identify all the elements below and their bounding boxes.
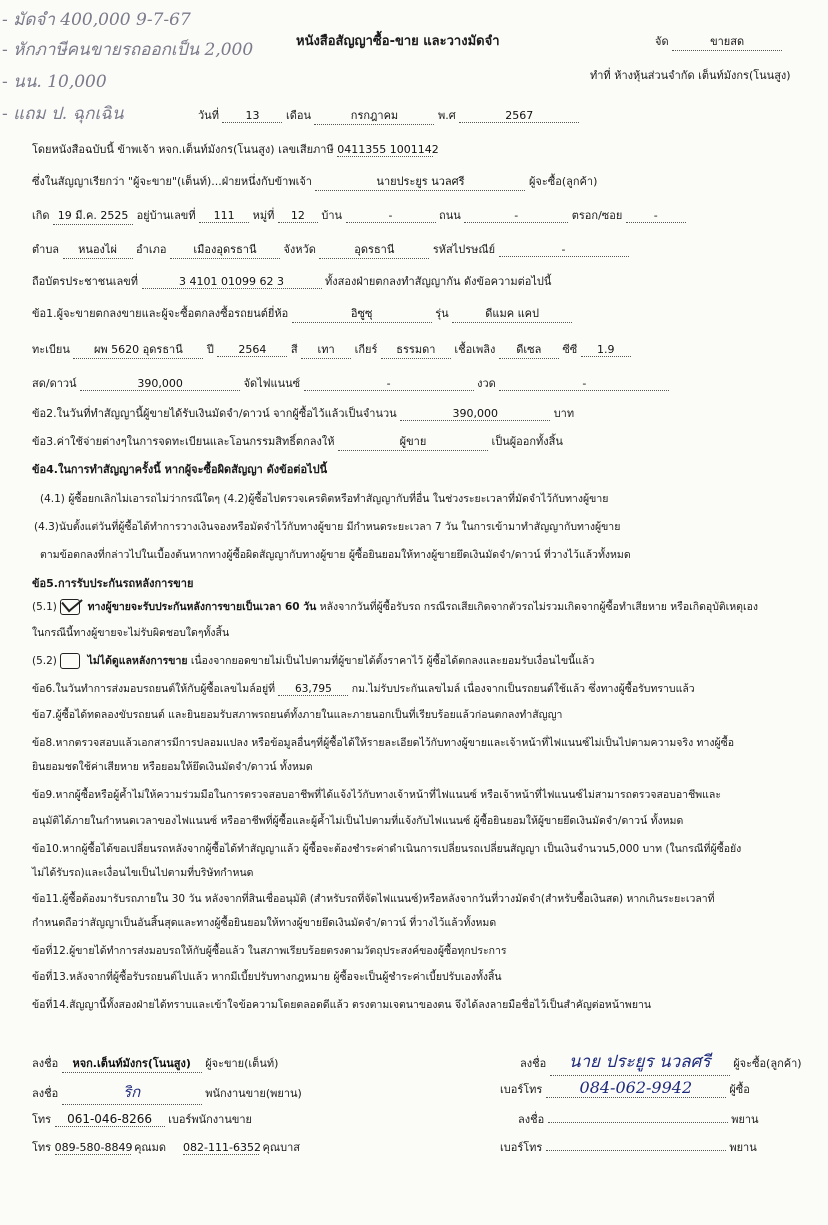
witness-phone-label: เบอร์โทร bbox=[500, 1141, 543, 1154]
car-reg: ผพ 5620 อุดรธานี bbox=[73, 340, 203, 359]
car-year-label: ปี bbox=[206, 343, 214, 356]
fuel-label: เชื้อเพลิง bbox=[454, 343, 496, 356]
finance-label: จัดไฟแนนซ์ bbox=[243, 377, 301, 390]
clause-3-tail: เป็นผู้ออกทั้งสิ้น bbox=[491, 435, 563, 448]
staff-phone-line bbox=[32, 1110, 252, 1128]
buyer-phone: 084-062-9942 bbox=[546, 1078, 726, 1098]
seller-called: ซึ่งในสัญญาเรียกว่า "ผู้จะขาย"(เต็นท์)...ฝ่ายหนึ่งกับข้าพเจ้า bbox=[32, 175, 312, 188]
date-line bbox=[198, 106, 579, 125]
id-card-line bbox=[32, 272, 551, 290]
buyer-signature-line bbox=[520, 1048, 802, 1076]
day-label: วันที่ bbox=[198, 109, 219, 122]
seller-name: หจก.เต็นท์มังกร(โนนสูง) bbox=[62, 1054, 202, 1073]
clause-7: ข้อ7.ผู้ซื้อได้ทดลองขับรถยนต์ และยินยอมรับสภาพรถยนต์ทั้งภายในและภายนอกเป็นที่เรียบร้อยแล้วก่อนตกลงทำสัญญา bbox=[32, 709, 563, 721]
contact-phone-1: 089-580-8849 bbox=[54, 1141, 133, 1154]
clause-4-line-3: ตามข้อตกลงที่กล่าวไปในเบื้องต้นหากทางผู้ซื้อผิดสัญญากับทางผู้ขาย ผู้ซื้อยินยอมให้ทางผู้ขายยึดเงินมัดจำ/ดาวน์ ที่วางไว้แล้วทั้งหมด bbox=[40, 549, 631, 561]
month-label: เดือน bbox=[285, 109, 311, 122]
postal-value: - bbox=[499, 243, 629, 257]
clause-4-line-1: (4.1) ผู้ซื้อยกเลิกไม่เอารถไม่ว่ากรณีใดๆ (4.2)ผู้ซื้อไปตรวจเครดิตหรือทำสัญญากับที่อื่น ในช่วงระยะเวลาที่มัดจำไว้กับทางผู้ขาย bbox=[40, 493, 609, 505]
buyer-phone-label: เบอร์โทร bbox=[500, 1083, 543, 1096]
tambon-value: หนองไผ่ bbox=[63, 240, 133, 259]
clause-5-heading: ข้อ5.การรับประกันรถหลังการขาย bbox=[32, 577, 194, 590]
buyer-sign-label: ลงชื่อ bbox=[520, 1057, 547, 1070]
deposit-amount: 390,000 bbox=[400, 407, 550, 421]
model-label: รุ่น bbox=[435, 307, 449, 320]
staff-role: พนักงานขาย(พยาน) bbox=[205, 1087, 302, 1100]
clause-8-line-1: ข้อ8.หากตรวจสอบแล้วเอกสารมีการปลอมแปลง หรือข้อมูลอื่นๆที่ผู้ซื้อได้ให้รายละเอียดไว้กับทางผู้ขายและเจ้าหน้าที่ไฟแนนซ์ไม่เป็นไปตามความจริง ทางผู้ซื้อ bbox=[32, 737, 735, 749]
handwritten-note-3: - นน. 10,000 bbox=[2, 72, 107, 92]
color-label: สี bbox=[290, 343, 298, 356]
sale-type-label: จัด bbox=[655, 35, 669, 48]
village-label: บ้าน bbox=[321, 209, 343, 222]
option-1-line-2: ในกรณีนี้ทางผู้ขายจะไม่รับผิดชอบใดๆทั้งสิ้น bbox=[32, 627, 230, 639]
clause-10-line-1: ข้อ10.หากผู้ซื้อได้ขอเปลี่ยนรถหลังจากผู้ซื้อได้ทำสัญญาแล้ว ผู้ซื้อจะต้องชำระค่าดำเนินการเปลี่ยนรถเปลี่ยนสัญญา เป็นเงินจำนวน5,000 บาท (ในกรณีที่ผู้ซื้อยัง bbox=[32, 843, 742, 855]
house-value: 111 bbox=[199, 209, 249, 223]
option-1-checkbox[interactable] bbox=[60, 599, 80, 615]
warranty-option-1 bbox=[32, 598, 758, 615]
intro-line bbox=[32, 140, 439, 158]
clause-1-line-1 bbox=[32, 304, 572, 323]
clause-13: ข้อที่13.หลังจากที่ผู้ซื้อรับรถยนต์ไปแล้ว หากมีเบี้ยปรับทางกฎหมาย ผู้ซื้อจะเป็นผู้ชำระค่าเบี้ยปรับเองทั้งสิ้น bbox=[32, 971, 502, 983]
clause-10-line-2: ไม่ได้รับรถ)และเงื่อนไขเป็นไปตามที่บริษัทกำหนด bbox=[32, 867, 254, 879]
buyer-signature: นาย ประยูร นวลศรี bbox=[550, 1048, 730, 1076]
clause-9-line-1: ข้อ9.หากผู้ซื้อหรือผู้ค้ำไม่ให้ความร่วมมือในการตรวจสอบอาชีพที่ได้แจ้งไว้กับทางเจ้าหน้าที่ไฟแนนซ์ หรือเจ้าหน้าที่ไฟแนนซ์ไม่สามารถตรวจสอบอาชีพและ bbox=[32, 789, 721, 801]
seller-signature-line bbox=[32, 1054, 278, 1073]
moo-value: 12 bbox=[278, 209, 318, 223]
clause-11-line-2: กำหนดถือว่าสัญญาเป็นอันสิ้นสุดและทางผู้ซื้อยินยอมให้ทางผู้ขายยึดเงินมัดจำ/ดาวน์ ที่วางไว้แล้วทั้งหมด bbox=[32, 917, 497, 929]
id-card-tail: ทั้งสองฝ่ายตกลงทำสัญญากัน ดังข้อความต่อไปนี้ bbox=[325, 275, 552, 288]
handwritten-note-4: - แถม ป. ฉุกเฉิน bbox=[2, 104, 124, 124]
place-value: ห้างหุ้นส่วนจำกัด เต็นท์มังกร(โนนสูง) bbox=[614, 69, 791, 82]
mileage-value: 63,795 bbox=[278, 683, 348, 696]
fee-payer: ผู้ขาย bbox=[338, 432, 488, 451]
place-label: ทำที่ bbox=[590, 69, 611, 82]
clause-2-text: ข้อ2.ในวันที่ทำสัญญานี้ผู้ขายได้รับเงินมัดจำ/ดาวน์ จากผู้ซื้อไว้แล้วเป็นจำนวน bbox=[32, 407, 397, 420]
option-2-checkbox[interactable] bbox=[60, 653, 80, 669]
contact-name-1: คุณมด bbox=[134, 1141, 167, 1154]
option-2-number: (5.2) bbox=[32, 655, 57, 667]
option-1-number: (5.1) bbox=[32, 601, 57, 613]
clause-4-heading: ข้อ4.ในการทำสัญญาครั้งนี้ หากผู้จะซื้อผิดสัญญา ดังข้อต่อไปนี้ bbox=[32, 463, 328, 476]
intro-text: โดยหนังสือฉบับนี้ ข้าพเจ้า หจก.เต็นท์มังกร(โนนสูง) เลขเสียภาษี bbox=[32, 143, 334, 156]
period-label: งวด bbox=[477, 377, 496, 390]
id-card-label: ถือบัตรประชาชนเลขที่ bbox=[32, 275, 138, 288]
car-price: 390,000 bbox=[80, 377, 240, 391]
day-value: 13 bbox=[222, 109, 282, 123]
clause-6-text: ข้อ6.ในวันทำการส่งมอบรถยนต์ให้กับผู้ซื้อเลขไมล์อยู่ที่ bbox=[32, 683, 276, 695]
car-model: ดีแมค แคป bbox=[452, 304, 572, 323]
clause-1-line-3 bbox=[32, 374, 669, 392]
sale-type bbox=[655, 32, 782, 51]
gear-label: เกียร์ bbox=[354, 343, 378, 356]
buyer-sign-role: ผู้จะซื้อ(ลูกค้า) bbox=[733, 1057, 802, 1070]
finance-value: - bbox=[304, 377, 474, 391]
house-label: อยู่บ้านเลขที่ bbox=[136, 209, 196, 222]
deposit-unit: บาท bbox=[553, 407, 575, 420]
witness-sign-label: ลงชื่อ bbox=[518, 1113, 545, 1126]
village-value: - bbox=[346, 209, 436, 223]
clause-14: ข้อที่14.สัญญานี้ทั้งสองฝ่ายได้ทราบและเข้าใจข้อความโดยตลอดดีแล้ว ตรงตามเจตนาของตน จึงได้ลงลายมือชื่อไว้เป็นสำคัญต่อหน้าพยาน bbox=[32, 999, 652, 1011]
amphoe-value: เมืองอุดรธานี bbox=[170, 240, 280, 259]
cc-label: ซีซี bbox=[562, 343, 578, 356]
place-line bbox=[590, 66, 791, 84]
road-label: ถนน bbox=[439, 209, 461, 222]
clause-3-line bbox=[32, 432, 563, 451]
buyer-phone-line bbox=[500, 1078, 750, 1098]
year-value: 2567 bbox=[459, 109, 579, 123]
staff-signature-line bbox=[32, 1080, 302, 1105]
document-title: หนังสือสัญญาซื้อ-ขาย และวางมัดจำ bbox=[296, 34, 500, 49]
handwritten-note-2: - หักภาษีคนขายรถออกเป็น 2,000 bbox=[2, 40, 254, 60]
id-card-value: 3 4101 01099 62 3 bbox=[142, 275, 322, 289]
clause-2-line bbox=[32, 404, 574, 422]
reg-label: ทะเบียน bbox=[32, 343, 70, 356]
car-fuel: ดีเซล bbox=[499, 340, 559, 359]
clause-1-text: ข้อ1.ผู้จะขายตกลงขายและผู้จะซื้อตกลงซื้อรถยนต์ยี่ห้อ bbox=[32, 307, 289, 320]
amphoe-label: อำเภอ bbox=[136, 243, 167, 256]
address-line-2 bbox=[32, 240, 629, 259]
staff-phone: 061-046-8266 bbox=[55, 1112, 165, 1127]
car-gear: ธรรมดา bbox=[381, 340, 451, 359]
postal-label: รหัสไปรษณีย์ bbox=[432, 243, 496, 256]
born-value: 19 มี.ค. 2525 bbox=[53, 206, 133, 225]
clause-12: ข้อที่12.ผู้ขายได้ทำการส่งมอบรถให้กับผู้ซื้อแล้ว ในสภาพเรียบร้อยตรงตามวัตถุประสงค์ของผู้ซื้อทุกประการ bbox=[32, 945, 507, 957]
option-1-rest: หลังจากวันที่ผู้ซื้อรับรถ กรณีรถเสียเกิดจากตัวรถไม่รวมเกิดจากผู้ซื้อทำเสียหาย หรือเกิดอุบัติเหตุเอง bbox=[319, 601, 759, 613]
clause-9-line-2: อนุมัติได้ภายในกำหนดเวลาของไฟแนนซ์ หรืออาชีพที่ผู้ซื้อและผู้ค้ำไม่เป็นไปตามที่แจ้งกับไฟแนนซ์ ผู้ซื้อยินยอมให้ผู้ขายยึดเงินมัดจำ/ดาวน์ ทั้งหมด bbox=[32, 815, 684, 827]
checkmark-icon bbox=[61, 592, 83, 613]
clause-1-line-2 bbox=[32, 340, 631, 359]
tax-id: 0411355 1001142 bbox=[337, 143, 439, 156]
price-label: สด/ดาวน์ bbox=[32, 377, 77, 390]
contact-name-2: คุณบาส bbox=[262, 1141, 300, 1154]
option-2-bold: ไม่ได้ดูแลหลังการขาย bbox=[87, 655, 188, 667]
clause-4-line-2: (4.3)นับตั้งแต่วันที่ผู้ซื้อได้ทำการวางเงินจองหรือมัดจำไว้กับทางผู้ขาย มีกำหนดระยะเวลา 7 วัน ในการเข้ามาทำสัญญากับทางผู้ขาย bbox=[34, 521, 621, 533]
parties-line bbox=[32, 172, 597, 191]
car-brand: อิซูซุ bbox=[292, 304, 432, 323]
year-label: พ.ศ bbox=[437, 109, 456, 122]
car-cc: 1.9 bbox=[581, 343, 631, 357]
clause-11-line-1: ข้อ11.ผู้ซื้อต้องมารับรถภายใน 30 วัน หลังจากที่สินเชื่ออนุมัติ (สำหรับรถที่จัดไฟแนนซ์)หรือหลังจากวันที่วางมัดจำ(สำหรับซื้อเงินสด) หากเกินระยะเวลาที่ bbox=[32, 893, 715, 905]
witness-phone-role: พยาน bbox=[729, 1141, 757, 1154]
clause-3-text: ข้อ3.ค่าใช้จ่ายต่างๆในการจดทะเบียนและโอนกรรมสิทธิ์ตกลงให้ bbox=[32, 435, 335, 448]
province-label: จังหวัด bbox=[283, 243, 316, 256]
month-value: กรกฎาคม bbox=[314, 106, 434, 125]
witness-signature-line bbox=[518, 1110, 759, 1128]
tambon-label: ตำบล bbox=[32, 243, 60, 256]
witness-signature-blank bbox=[548, 1122, 728, 1123]
born-label: เกิด bbox=[32, 209, 50, 222]
contact-phones-line bbox=[32, 1138, 300, 1156]
clause-6-line bbox=[32, 680, 695, 697]
buyer-role: ผู้จะซื้อ(ลูกค้า) bbox=[528, 175, 598, 188]
sale-type-value: ขายสด bbox=[672, 32, 782, 51]
soi-label: ตรอก/ซอย bbox=[571, 209, 623, 222]
address-line-1 bbox=[32, 206, 686, 225]
option-1-bold: ทางผู้ขายจะรับประกันหลังการขายเป็นเวลา 60 วัน bbox=[87, 601, 317, 613]
handwritten-note-1: - มัดจำ 400,000 9-7-67 bbox=[2, 10, 191, 30]
seller-sign-label: ลงชื่อ bbox=[32, 1057, 59, 1070]
car-color: เทา bbox=[301, 340, 351, 359]
road-value: - bbox=[464, 209, 568, 223]
witness-role: พยาน bbox=[731, 1113, 759, 1126]
clause-6-tail: กม.ไม่รับประกันเลขไมล์ เนื่องจากเป็นรถยนต์ใช้แล้ว ซึ่งทางผู้ซื้อรับทราบแล้ว bbox=[351, 683, 695, 695]
warranty-option-2 bbox=[32, 652, 594, 669]
staff-phone-role: เบอร์พนักงานขาย bbox=[168, 1113, 252, 1126]
contact-phone-label: โทร bbox=[32, 1141, 52, 1154]
car-year: 2564 bbox=[217, 343, 287, 357]
buyer-phone-role: ผู้ซื้อ bbox=[729, 1083, 750, 1096]
province-value: อุดรธานี bbox=[319, 240, 429, 259]
staff-phone-label: โทร bbox=[32, 1113, 52, 1126]
buyer-name: นายประยูร นวลศรี bbox=[315, 172, 525, 191]
period-value: - bbox=[499, 377, 669, 391]
staff-sign-label: ลงชื่อ bbox=[32, 1087, 59, 1100]
option-2-rest: เนื่องจากยอดขายไม่เป็นไปตามที่ผู้ขายได้ตั้งราคาไว้ ผู้ซื้อได้ตกลงและยอมรับเงื่อนไขนี้แล้ว bbox=[190, 655, 595, 667]
witness-phone-line bbox=[500, 1138, 757, 1156]
soi-value: - bbox=[626, 209, 686, 223]
staff-signature: ริก bbox=[62, 1080, 202, 1105]
moo-label: หมู่ที่ bbox=[252, 209, 275, 222]
contact-phone-2: 082-111-6352 bbox=[183, 1141, 261, 1154]
clause-8-line-2: ยินยอมชดใช้ค่าเสียหาย หรือยอมให้ยึดเงินมัดจำ/ดาวน์ ทั้งหมด bbox=[32, 761, 313, 773]
seller-role: ผู้จะขาย(เต็นท์) bbox=[205, 1057, 279, 1070]
witness-phone-blank bbox=[546, 1150, 726, 1151]
